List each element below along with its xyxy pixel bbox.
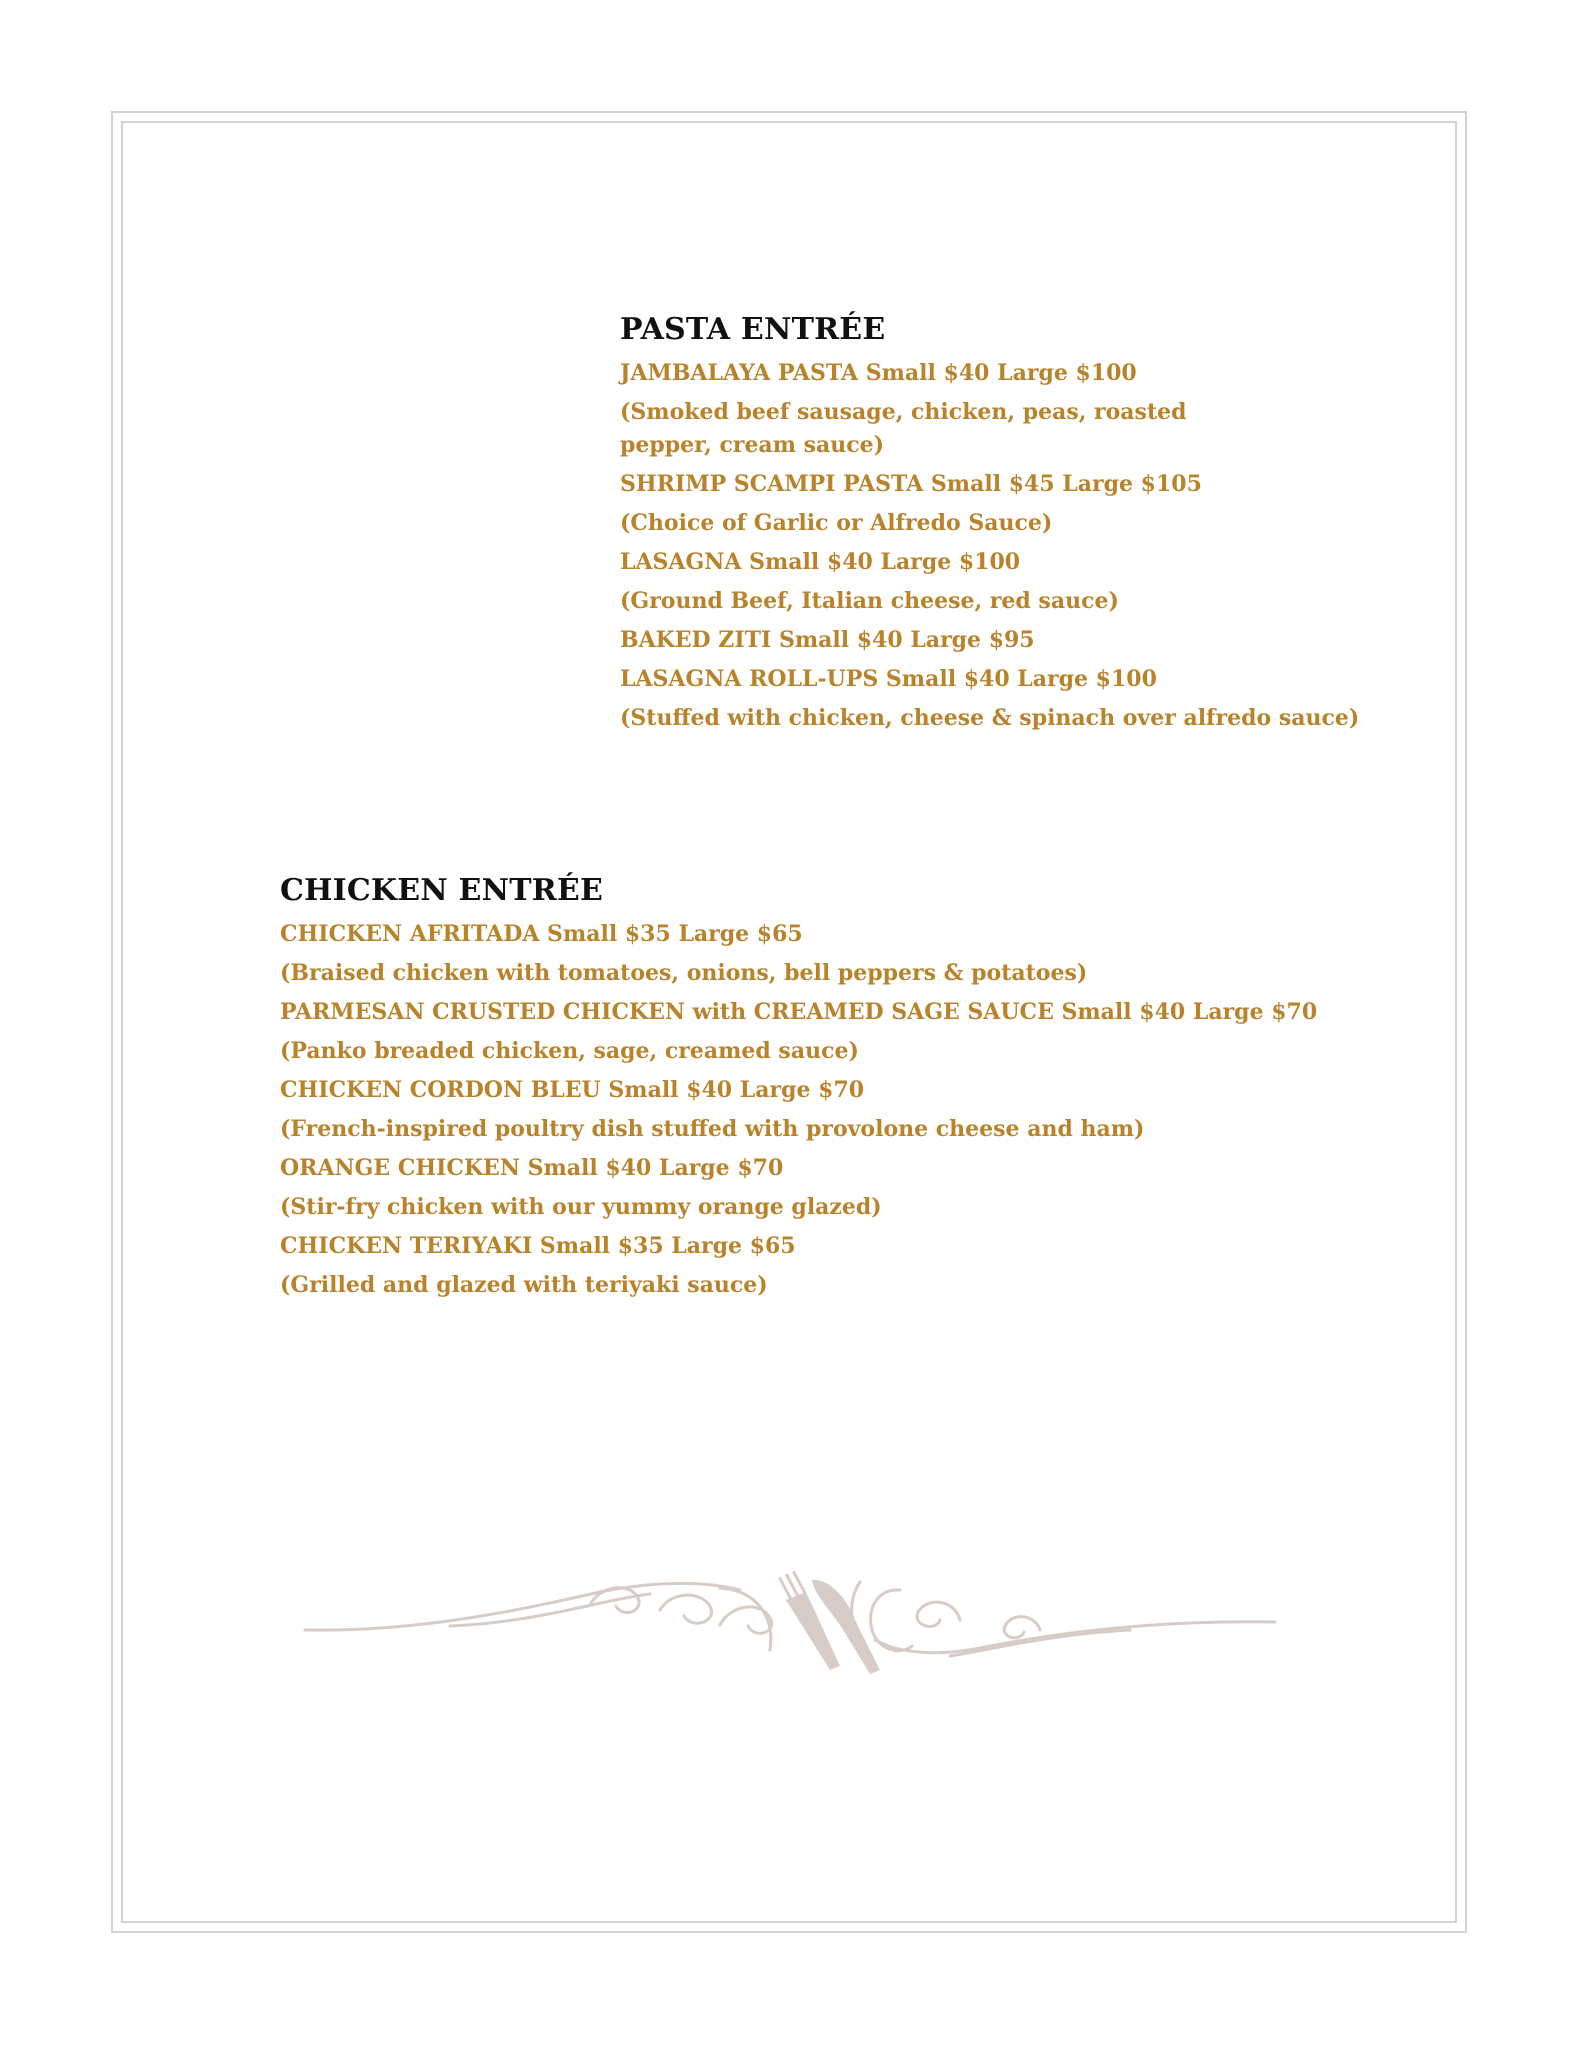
- menu-item: BAKED ZITI Small $40 Large $95: [620, 627, 1035, 653]
- menu-item: CHICKEN TERIYAKI Small $35 Large $65: [280, 1233, 796, 1259]
- pasta-menu-list: [620, 357, 1360, 735]
- menu-item-description: (Stir-fry chicken with our yummy orange glazed): [280, 1194, 882, 1220]
- menu-item-description: (French-inspired poultry dish stuffed with provolone cheese and ham): [280, 1116, 1145, 1142]
- menu-item: ORANGE CHICKEN Small $40 Large $70: [280, 1155, 784, 1181]
- menu-item: CHICKEN AFRITADA Small $35 Large $65: [280, 921, 803, 947]
- menu-item: CHICKEN CORDON BLEU Small $40 Large $70: [280, 1077, 865, 1103]
- menu-item-description: (Braised chicken with tomatoes, onions, bell peppers & potatoes): [280, 960, 1088, 986]
- fork-knife-flourish-icon: [300, 1570, 1280, 1680]
- pasta-entree-section: [620, 312, 1360, 741]
- menu-item: JAMBALAYA PASTA Small $40 Large $100: [620, 360, 1137, 386]
- pasta-entree-heading: PASTA ENTRÉE: [620, 312, 886, 347]
- menu-item-description: (Panko breaded chicken, sage, creamed sauce): [280, 1038, 859, 1064]
- chicken-menu-list: [280, 918, 1390, 1302]
- menu-item: LASAGNA Small $40 Large $100: [620, 549, 1021, 575]
- menu-item: LASAGNA ROLL-UPS Small $40 Large $100: [620, 666, 1157, 692]
- menu-item-description: (Ground Beef, Italian cheese, red sauce): [620, 588, 1119, 614]
- menu-item-description: (Grilled and glazed with teriyaki sauce): [280, 1272, 768, 1298]
- chicken-entree-section: [280, 873, 1390, 1308]
- menu-item-description: (Choice of Garlic or Alfredo Sauce): [620, 510, 1053, 536]
- menu-item: SHRIMP SCAMPI PASTA Small $45 Large $105: [620, 471, 1202, 497]
- menu-item-description: (Smoked beef sausage, chicken, peas, roasted pepper, cream sauce): [620, 399, 1187, 458]
- chicken-entree-heading: CHICKEN ENTRÉE: [280, 873, 604, 908]
- menu-item-description: (Stuffed with chicken, cheese & spinach over alfredo sauce): [620, 705, 1360, 731]
- menu-item: PARMESAN CRUSTED CHICKEN with CREAMED SAGE SAUCE Small $40 Large $70: [280, 999, 1318, 1025]
